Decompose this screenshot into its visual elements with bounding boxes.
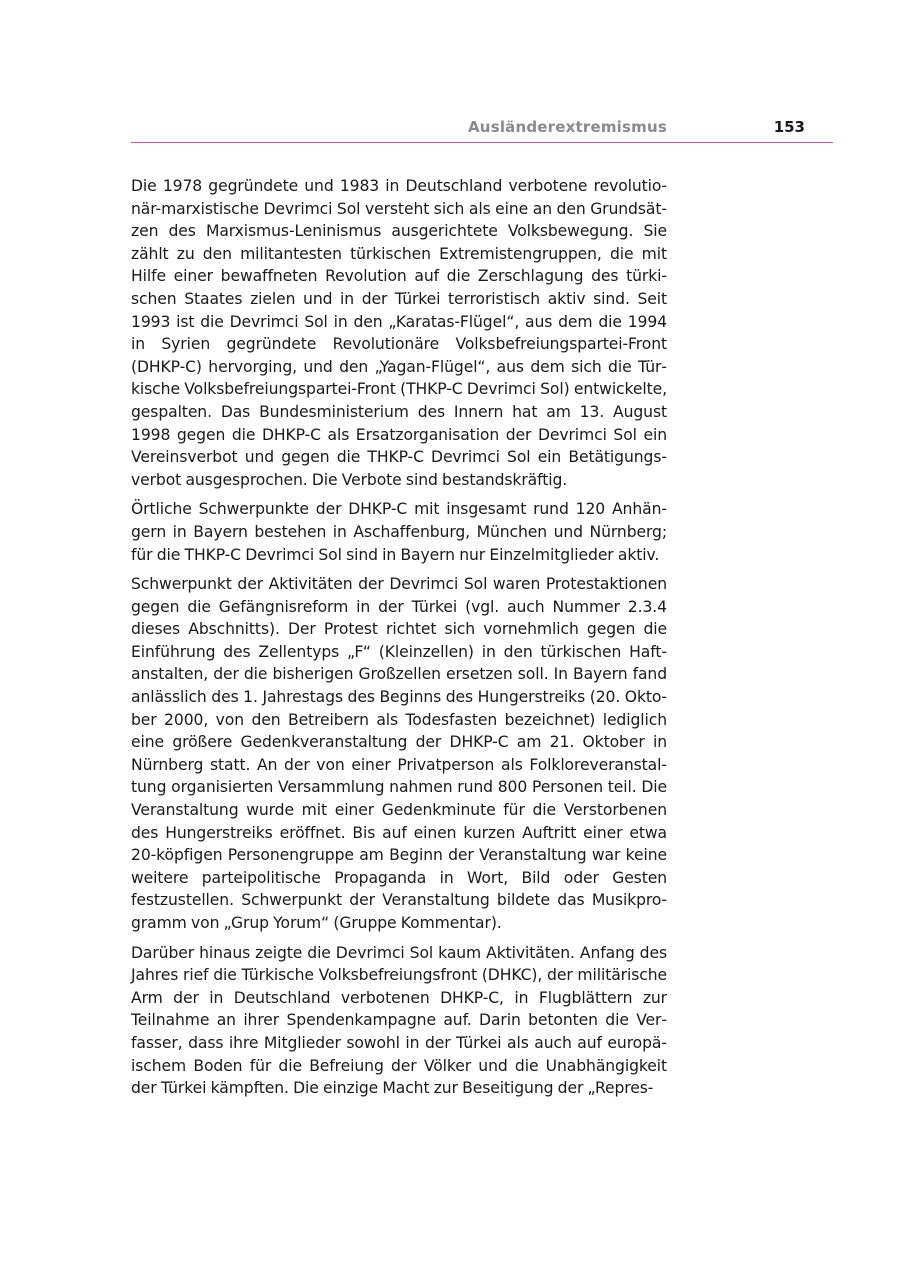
paragraph: Schwerpunkt der Aktivitäten der Devrimci Sol waren Protestaktionen gegen die Gefängnisreform in der Türkei (vgl. auch Nummer 2.3.4 dieses Abschnitts). Der Protest richtet sich vornehmlich gegen die Einführung des Zellentyps „F“ (Kleinzellen) in den türkischen Haftanstalten, der die bisherigen Großzellen ersetzen soll. In Bayern fand anlässlich des 1. Jahrestags des Beginns des Hungerstreiks (20. Oktober 2000, von den Betreibern als Todesfasten bezeichnet) lediglich eine größere Gedenkveranstaltung der DHKP-C am 21. Oktober in Nürnberg statt. An der von einer Privatperson als Folkloreveranstaltung organisierten Versammlung nahmen rund 800 Personen teil. Die Veranstaltung wurde mit einer Gedenkminute für die Verstorbenen des Hungerstreiks eröffnet. Bis auf einen kurzen Auftritt einer etwa 20-köpfigen Personengruppe am Beginn der Veranstaltung war keine weitere parteipolitische Propaganda in Wort, Bild oder Gesten festzustellen. Schwerpunkt der Veranstaltung bildete das Musikprogramm von „Grup Yorum“ (Gruppe Kommentar). — [131, 575, 667, 932]
paragraph: Die 1978 gegründete und 1983 in Deutschland verbotene revolutionär-marxistische Devrimci Sol versteht sich als eine an den Grundsätzen des Marxismus-Leninismus ausgerichtete Volksbewegung. Sie zählt zu den militantesten türkischen Extremistengruppen, die mit Hilfe einer bewaffneten Revolution auf die Zerschlagung des türkischen Staates zielen und in der Türkei terroristisch aktiv sind. Seit 1993 ist die Devrimci Sol in den „Karatas-Flügel“, aus dem die 1994 in Syrien gegründete Revolutionäre Volksbefreiungspartei-Front (DHKP-C) hervorging, und den „Yagan-Flügel“, aus dem sich die Türkische Volksbefreiungspartei-Front (THKP-C Devrimci Sol) entwickelte, gespalten. Das Bundesministerium des Innern hat am 13. August 1998 gegen die DHKP-C als Ersatzorganisation der Devrimci Sol ein Vereinsverbot und gegen die THKP-C Devrimci Sol ein Betätigungsverbot ausgesprochen. Die Verbote sind bestandskräftig. — [131, 177, 667, 489]
section-title: Ausländerextremismus — [468, 118, 667, 136]
paragraph: Darüber hinaus zeigte die Devrimci Sol kaum Aktivitäten. Anfang des Jahres rief die Türkische Volksbefreiungsfront (DHKC), der militärische Arm der in Deutschland verbotenen DHKP-C, in Flugblättern zur Teilnahme an ihrer Spendenkampagne auf. Darin betonten die Verfasser, dass ihre Mitglieder sowohl in der Türkei als auch auf europäischem Boden für die Befreiung der Völker und die Unabhängigkeit der Türkei kämpften. Die einzige Macht zur Beseitigung der „Repres- — [131, 943, 667, 1098]
paragraph: Örtliche Schwerpunkte der DHKP-C mit insgesamt rund 120 Anhängern in Bayern bestehen in Aschaffenburg, München und Nürnberg; für die THKP-C Devrimci Sol sind in Bayern nur Einzelmitglieder aktiv. — [131, 500, 667, 564]
body-text — [131, 175, 667, 1107]
running-header — [131, 114, 833, 143]
page-number: 153 — [773, 118, 805, 136]
